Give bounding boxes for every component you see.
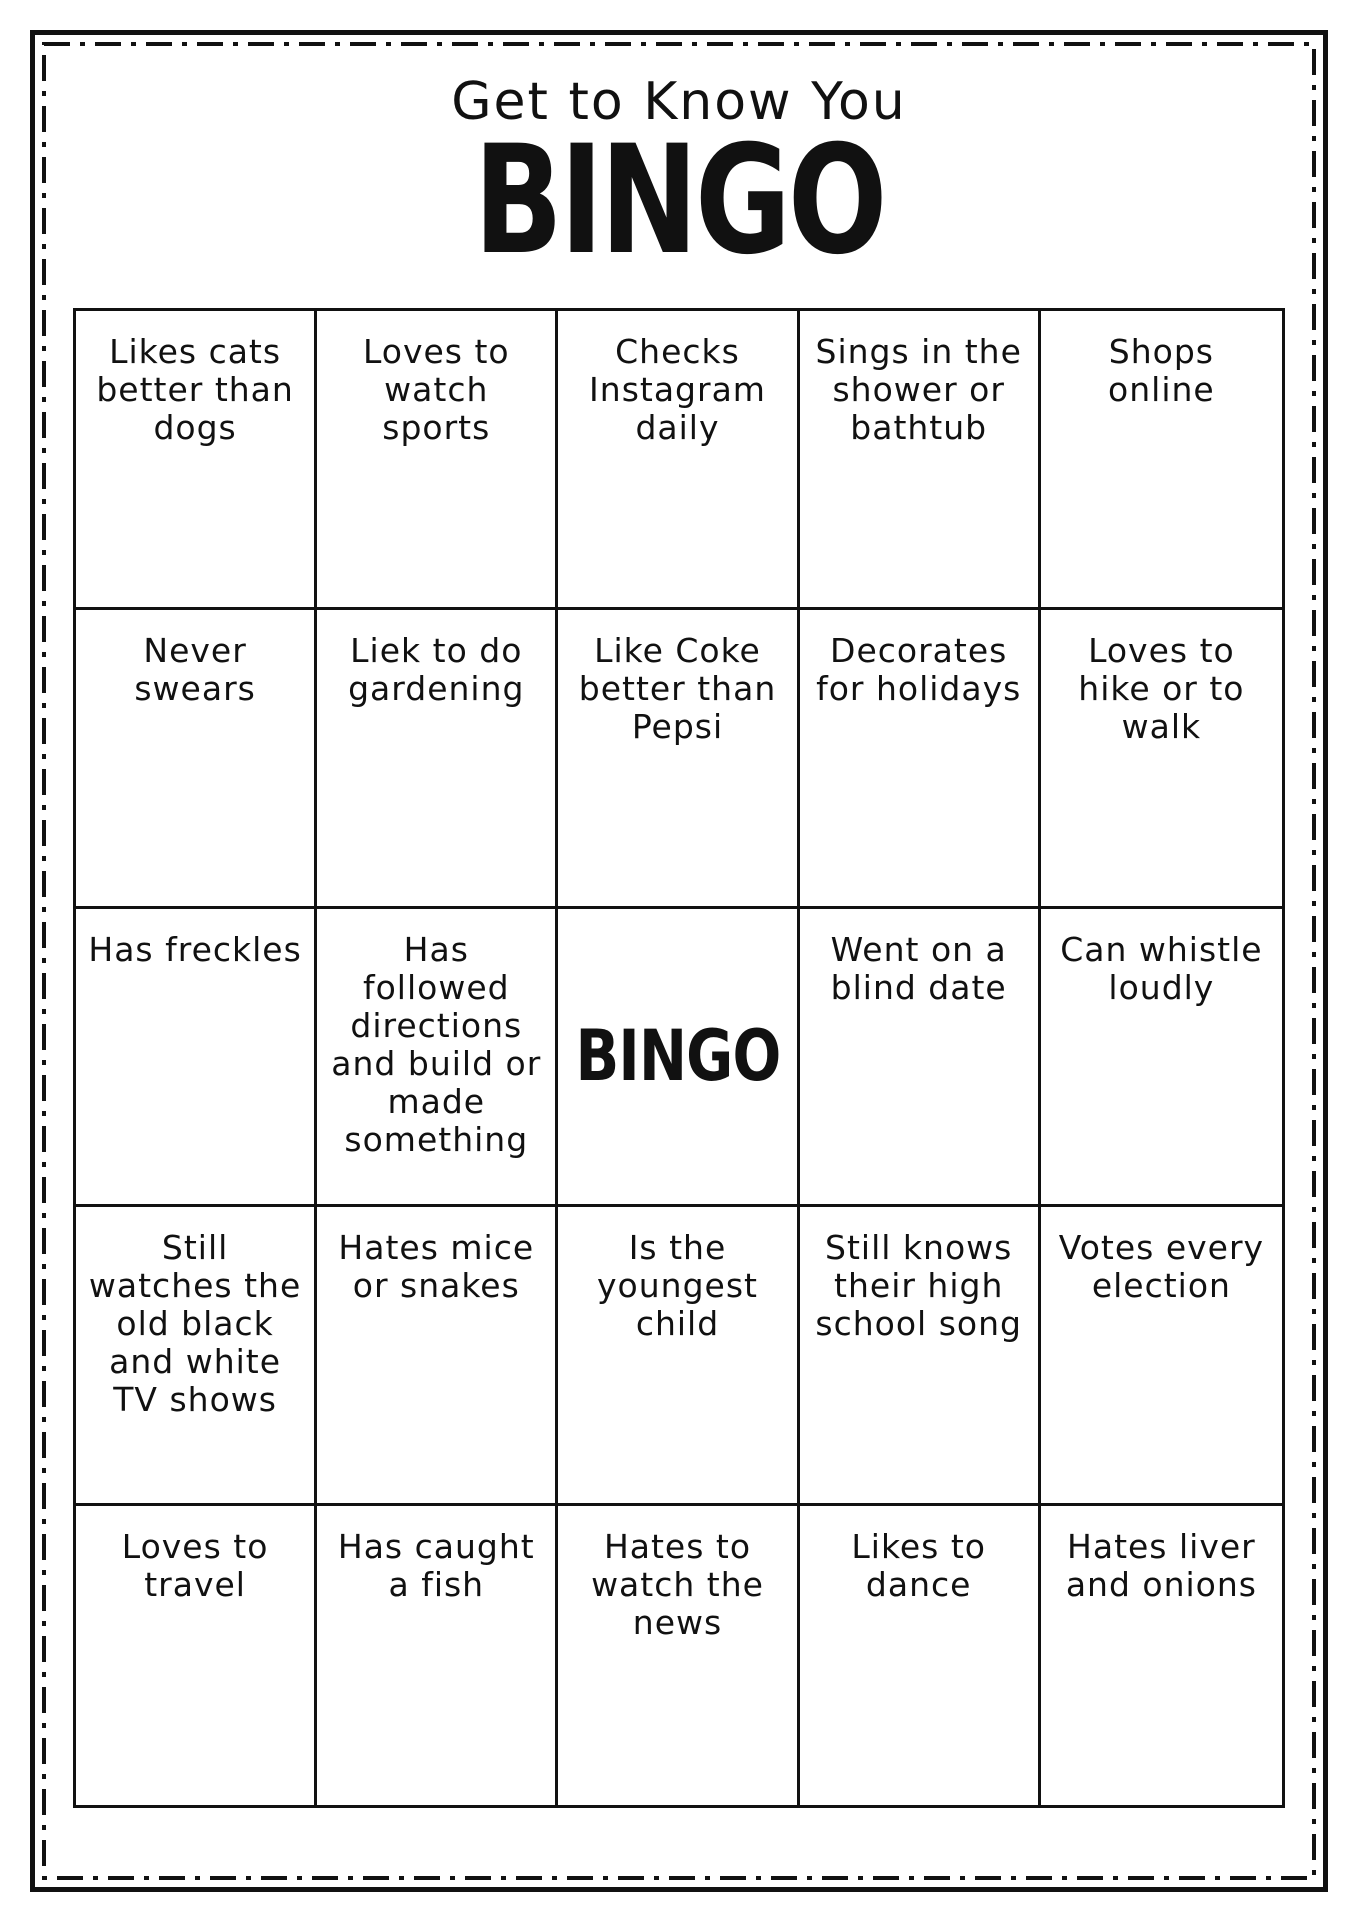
bingo-square[interactable]: Likes cats better than dogs [76,311,317,610]
bingo-square[interactable]: Shops online [1041,311,1282,610]
bingo-square[interactable]: Has followed directions and build or made something [317,909,558,1208]
bingo-square[interactable]: Has caught a fish [317,1506,558,1805]
bingo-square[interactable]: Went on a blind date [800,909,1041,1208]
bingo-square[interactable]: Hates to watch the news [558,1506,799,1805]
bingo-square[interactable]: Loves to watch sports [317,311,558,610]
bingo-square[interactable]: Is the youngest child [558,1207,799,1506]
page-title: BINGO [473,114,885,288]
bingo-square[interactable]: Can whistle loudly [1041,909,1282,1208]
bingo-square[interactable]: Checks Instagram daily [558,311,799,610]
bingo-square[interactable]: Like Coke better than Pepsi [558,610,799,909]
bingo-square[interactable]: Hates mice or snakes [317,1207,558,1506]
bingo-square[interactable]: Decorates for holidays [800,610,1041,909]
bingo-square[interactable]: Loves to travel [76,1506,317,1805]
page-subtitle: Get to Know You [451,72,907,132]
bingo-square[interactable]: Hates liver and onions [1065,1527,1257,1605]
bingo-square[interactable]: Still watches the old black and white TV shows [76,1207,317,1506]
bingo-square[interactable]: Votes every election [1041,1207,1282,1506]
bingo-square[interactable]: Sings in the shower or bathtub [800,311,1041,610]
bingo-square[interactable]: Liek to do gardening [317,610,558,909]
bingo-square[interactable]: Has freckles [76,909,317,1208]
bingo-square[interactable]: Never swears [76,610,317,909]
bingo-square[interactable]: Loves to hike or to walk [1041,610,1282,909]
free-square[interactable] [558,909,799,1208]
free-square-label: BINGO [575,1015,780,1098]
bingo-square[interactable]: Still knows their high school song [800,1207,1041,1506]
bingo-square[interactable]: Likes to dance [800,1506,1041,1805]
bingo-board [73,308,1285,1808]
